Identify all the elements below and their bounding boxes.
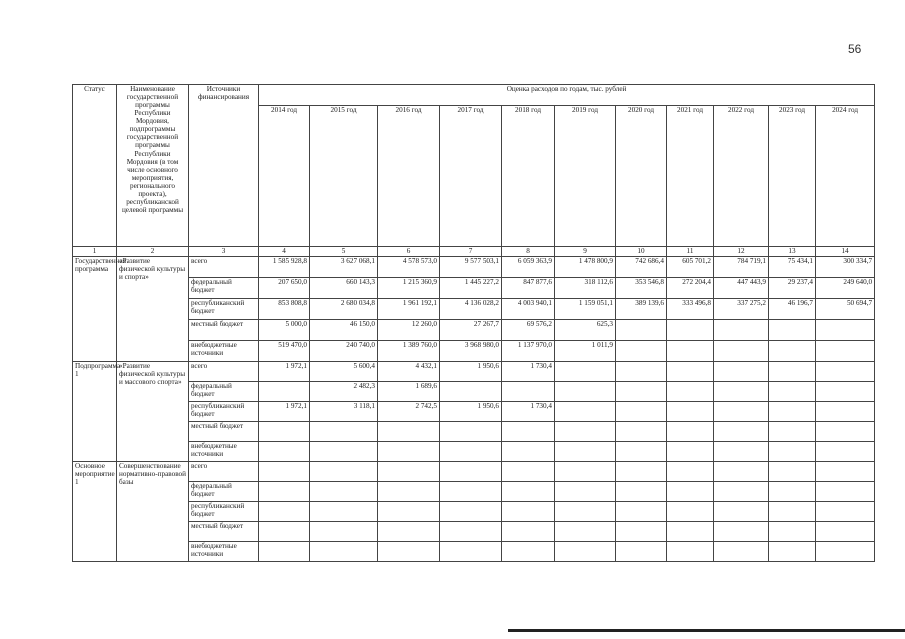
amount-cell xyxy=(378,462,440,482)
amount-cell xyxy=(616,382,667,402)
amount-cell xyxy=(440,422,502,442)
amount-cell xyxy=(616,341,667,362)
amount-cell: 333 496,8 xyxy=(667,299,714,320)
column-number: 14 xyxy=(816,247,875,257)
table-row xyxy=(73,482,875,502)
amount-cell xyxy=(259,542,310,562)
amount-cell: 4 578 573,0 xyxy=(378,257,440,278)
amount-cell: 1 389 760,0 xyxy=(378,341,440,362)
amount-cell: 249 640,0 xyxy=(816,278,875,299)
amount-cell xyxy=(714,482,769,502)
amount-cell xyxy=(714,542,769,562)
amount-cell xyxy=(714,462,769,482)
amount-cell xyxy=(769,320,816,341)
funding-source: местный бюджет xyxy=(189,422,259,442)
amount-cell xyxy=(378,442,440,462)
amount-cell xyxy=(667,442,714,462)
page-number: 56 xyxy=(848,42,862,56)
amount-cell xyxy=(667,341,714,362)
amount-cell: 2 482,3 xyxy=(310,382,378,402)
amount-cell: 1 950,6 xyxy=(440,362,502,382)
amount-cell xyxy=(769,542,816,562)
funding-source: республиканский бюджет xyxy=(189,402,259,422)
funding-source: республиканский бюджет xyxy=(189,299,259,320)
amount-cell: 2 742,5 xyxy=(378,402,440,422)
column-number: 2 xyxy=(117,247,189,257)
year-header: 2019 год xyxy=(555,106,616,247)
amount-cell xyxy=(555,382,616,402)
amount-cell xyxy=(378,422,440,442)
table-row xyxy=(73,422,875,442)
column-number: 3 xyxy=(189,247,259,257)
table-row xyxy=(73,362,875,382)
table-row xyxy=(73,542,875,562)
amount-cell: 847 877,6 xyxy=(502,278,555,299)
amount-cell: 3 118,1 xyxy=(310,402,378,422)
amount-cell xyxy=(816,341,875,362)
amount-cell xyxy=(714,402,769,422)
column-number: 13 xyxy=(769,247,816,257)
table-row xyxy=(73,341,875,362)
amount-cell: 2 680 034,8 xyxy=(310,299,378,320)
funding-source: всего xyxy=(189,257,259,278)
amount-cell xyxy=(714,442,769,462)
amount-cell: 625,3 xyxy=(555,320,616,341)
amount-cell xyxy=(667,422,714,442)
amount-cell: 3 627 068,1 xyxy=(310,257,378,278)
amount-cell xyxy=(378,482,440,502)
amount-cell: 6 059 363,9 xyxy=(502,257,555,278)
amount-cell xyxy=(502,382,555,402)
amount-cell: 784 719,1 xyxy=(714,257,769,278)
column-number: 5 xyxy=(310,247,378,257)
amount-cell xyxy=(502,482,555,502)
scan-edge-line xyxy=(508,629,905,632)
year-header: 2014 год xyxy=(259,106,310,247)
table-row xyxy=(73,402,875,422)
amount-cell: 4 003 940,1 xyxy=(502,299,555,320)
header-estimate: Оценка расходов по годам, тыс. рублей xyxy=(259,85,875,106)
header-sources: Источники финансирования xyxy=(189,85,259,247)
amount-cell: 207 650,0 xyxy=(259,278,310,299)
amount-cell: 46 150,0 xyxy=(310,320,378,341)
amount-cell xyxy=(714,362,769,382)
amount-cell xyxy=(769,502,816,522)
funding-source: федеральный бюджет xyxy=(189,382,259,402)
amount-cell xyxy=(667,320,714,341)
amount-cell xyxy=(667,522,714,542)
funding-source: местный бюджет xyxy=(189,320,259,341)
amount-cell xyxy=(816,362,875,382)
amount-cell: 1 215 360,9 xyxy=(378,278,440,299)
amount-cell: 5 000,0 xyxy=(259,320,310,341)
year-header: 2018 год xyxy=(502,106,555,247)
year-header: 2016 год xyxy=(378,106,440,247)
header-name: Наименование государственной программы Республики Мордовия, подпрограммы государственной программы Республики Мордовия (в том числе основного мероприятия, регионального проекта), республиканской целевой программы xyxy=(117,85,189,247)
column-number: 12 xyxy=(714,247,769,257)
amount-cell xyxy=(667,462,714,482)
amount-cell xyxy=(440,522,502,542)
section-status: Основное мероприятие 1 xyxy=(73,462,117,562)
amount-cell xyxy=(502,422,555,442)
amount-cell xyxy=(378,502,440,522)
table-row xyxy=(73,522,875,542)
amount-cell xyxy=(616,320,667,341)
table-body xyxy=(73,247,875,562)
amount-cell xyxy=(769,341,816,362)
section-status: Государственная программа xyxy=(73,257,117,362)
amount-cell: 75 434,1 xyxy=(769,257,816,278)
section-name: «Развитие физической культуры и спорта» xyxy=(117,257,189,362)
amount-cell: 389 139,6 xyxy=(616,299,667,320)
year-header: 2023 год xyxy=(769,106,816,247)
amount-cell xyxy=(310,442,378,462)
amount-cell xyxy=(310,482,378,502)
amount-cell: 50 694,7 xyxy=(816,299,875,320)
amount-cell: 1 585 928,8 xyxy=(259,257,310,278)
year-header: 2021 год xyxy=(667,106,714,247)
amount-cell xyxy=(378,542,440,562)
amount-cell xyxy=(378,522,440,542)
amount-cell: 1 972,1 xyxy=(259,402,310,422)
amount-cell xyxy=(616,482,667,502)
column-number: 4 xyxy=(259,247,310,257)
amount-cell xyxy=(667,402,714,422)
amount-cell: 29 237,4 xyxy=(769,278,816,299)
amount-cell xyxy=(616,422,667,442)
amount-cell xyxy=(502,522,555,542)
amount-cell: 1 730,4 xyxy=(502,362,555,382)
amount-cell: 1 961 192,1 xyxy=(378,299,440,320)
amount-cell xyxy=(616,402,667,422)
amount-cell xyxy=(667,382,714,402)
amount-cell xyxy=(816,462,875,482)
amount-cell xyxy=(502,502,555,522)
column-number: 10 xyxy=(616,247,667,257)
amount-cell xyxy=(555,402,616,422)
amount-cell xyxy=(769,402,816,422)
amount-cell: 447 443,9 xyxy=(714,278,769,299)
table-row xyxy=(73,257,875,278)
amount-cell: 27 267,7 xyxy=(440,320,502,341)
amount-cell: 240 740,0 xyxy=(310,341,378,362)
amount-cell xyxy=(714,341,769,362)
amount-cell xyxy=(259,382,310,402)
amount-cell xyxy=(616,502,667,522)
year-header: 2015 год xyxy=(310,106,378,247)
table-row xyxy=(73,299,875,320)
amount-cell: 69 576,2 xyxy=(502,320,555,341)
amount-cell: 605 701,2 xyxy=(667,257,714,278)
amount-cell: 1 950,6 xyxy=(440,402,502,422)
amount-cell xyxy=(259,482,310,502)
amount-cell: 1 730,4 xyxy=(502,402,555,422)
amount-cell xyxy=(502,462,555,482)
amount-cell xyxy=(555,442,616,462)
amount-cell xyxy=(667,482,714,502)
amount-cell xyxy=(259,522,310,542)
amount-cell xyxy=(816,522,875,542)
amount-cell xyxy=(769,462,816,482)
amount-cell xyxy=(440,502,502,522)
amount-cell xyxy=(769,482,816,502)
amount-cell xyxy=(816,502,875,522)
amount-cell: 1 689,6 xyxy=(378,382,440,402)
amount-cell: 1 478 800,9 xyxy=(555,257,616,278)
amount-cell xyxy=(440,382,502,402)
amount-cell: 337 275,2 xyxy=(714,299,769,320)
amount-cell: 3 968 980,0 xyxy=(440,341,502,362)
amount-cell: 272 204,4 xyxy=(667,278,714,299)
amount-cell xyxy=(310,422,378,442)
amount-cell xyxy=(667,542,714,562)
header-status: Статус xyxy=(73,85,117,247)
amount-cell xyxy=(816,382,875,402)
year-header: 2024 год xyxy=(816,106,875,247)
amount-cell xyxy=(769,442,816,462)
table-row xyxy=(73,462,875,482)
amount-cell: 1 972,1 xyxy=(259,362,310,382)
amount-cell xyxy=(769,362,816,382)
column-number: 6 xyxy=(378,247,440,257)
amount-cell xyxy=(816,442,875,462)
amount-cell xyxy=(502,542,555,562)
amount-cell xyxy=(816,422,875,442)
amount-cell: 1 159 051,1 xyxy=(555,299,616,320)
year-header: 2020 год xyxy=(616,106,667,247)
amount-cell xyxy=(616,522,667,542)
amount-cell xyxy=(259,422,310,442)
amount-cell: 1 011,9 xyxy=(555,341,616,362)
amount-cell: 660 143,3 xyxy=(310,278,378,299)
funding-source: республиканский бюджет xyxy=(189,502,259,522)
amount-cell xyxy=(769,382,816,402)
amount-cell xyxy=(616,542,667,562)
amount-cell xyxy=(616,362,667,382)
amount-cell xyxy=(310,462,378,482)
amount-cell xyxy=(714,502,769,522)
amount-cell xyxy=(259,462,310,482)
amount-cell xyxy=(555,422,616,442)
amount-cell xyxy=(714,382,769,402)
amount-cell xyxy=(714,320,769,341)
budget-table xyxy=(72,84,875,562)
column-number-row xyxy=(73,247,875,257)
amount-cell xyxy=(816,402,875,422)
amount-cell xyxy=(667,502,714,522)
amount-cell: 853 808,8 xyxy=(259,299,310,320)
amount-cell xyxy=(555,502,616,522)
funding-source: федеральный бюджет xyxy=(189,278,259,299)
amount-cell xyxy=(310,502,378,522)
section-name: Совершенствование нормативно-правовой базы xyxy=(117,462,189,562)
funding-source: внебюджетные источники xyxy=(189,542,259,562)
amount-cell xyxy=(440,462,502,482)
table-row xyxy=(73,278,875,299)
amount-cell xyxy=(310,522,378,542)
table-row xyxy=(73,502,875,522)
amount-cell xyxy=(555,542,616,562)
amount-cell: 300 334,7 xyxy=(816,257,875,278)
amount-cell xyxy=(310,542,378,562)
amount-cell xyxy=(816,482,875,502)
table-row xyxy=(73,442,875,462)
amount-cell xyxy=(555,362,616,382)
amount-cell: 519 470,0 xyxy=(259,341,310,362)
amount-cell: 4 432,1 xyxy=(378,362,440,382)
table-row xyxy=(73,382,875,402)
amount-cell xyxy=(440,482,502,502)
year-header: 2017 год xyxy=(440,106,502,247)
funding-source: всего xyxy=(189,362,259,382)
section-status: Подпрограмма 1 xyxy=(73,362,117,462)
funding-source: внебюджетные источники xyxy=(189,341,259,362)
table-row xyxy=(73,320,875,341)
amount-cell: 5 600,4 xyxy=(310,362,378,382)
amount-cell xyxy=(714,522,769,542)
amount-cell xyxy=(555,462,616,482)
funding-source: федеральный бюджет xyxy=(189,482,259,502)
amount-cell: 1 137 970,0 xyxy=(502,341,555,362)
column-number: 11 xyxy=(667,247,714,257)
column-number: 9 xyxy=(555,247,616,257)
column-number: 8 xyxy=(502,247,555,257)
funding-source: местный бюджет xyxy=(189,522,259,542)
amount-cell: 353 546,8 xyxy=(616,278,667,299)
amount-cell: 4 136 028,2 xyxy=(440,299,502,320)
amount-cell xyxy=(502,442,555,462)
amount-cell xyxy=(259,502,310,522)
amount-cell xyxy=(440,542,502,562)
amount-cell xyxy=(769,422,816,442)
funding-source: всего xyxy=(189,462,259,482)
amount-cell: 742 686,4 xyxy=(616,257,667,278)
amount-cell: 12 260,0 xyxy=(378,320,440,341)
amount-cell xyxy=(816,320,875,341)
amount-cell: 318 112,6 xyxy=(555,278,616,299)
amount-cell: 9 577 503,1 xyxy=(440,257,502,278)
amount-cell xyxy=(616,442,667,462)
amount-cell xyxy=(555,522,616,542)
amount-cell xyxy=(440,442,502,462)
amount-cell: 1 445 227,2 xyxy=(440,278,502,299)
amount-cell xyxy=(259,442,310,462)
section-name: «Развитие физической культуры и массового спорта» xyxy=(117,362,189,462)
amount-cell xyxy=(714,422,769,442)
amount-cell xyxy=(616,462,667,482)
amount-cell xyxy=(816,542,875,562)
amount-cell: 46 196,7 xyxy=(769,299,816,320)
amount-cell xyxy=(555,482,616,502)
column-number: 1 xyxy=(73,247,117,257)
amount-cell xyxy=(667,362,714,382)
year-header: 2022 год xyxy=(714,106,769,247)
funding-source: внебюджетные источники xyxy=(189,442,259,462)
amount-cell xyxy=(769,522,816,542)
column-number: 7 xyxy=(440,247,502,257)
